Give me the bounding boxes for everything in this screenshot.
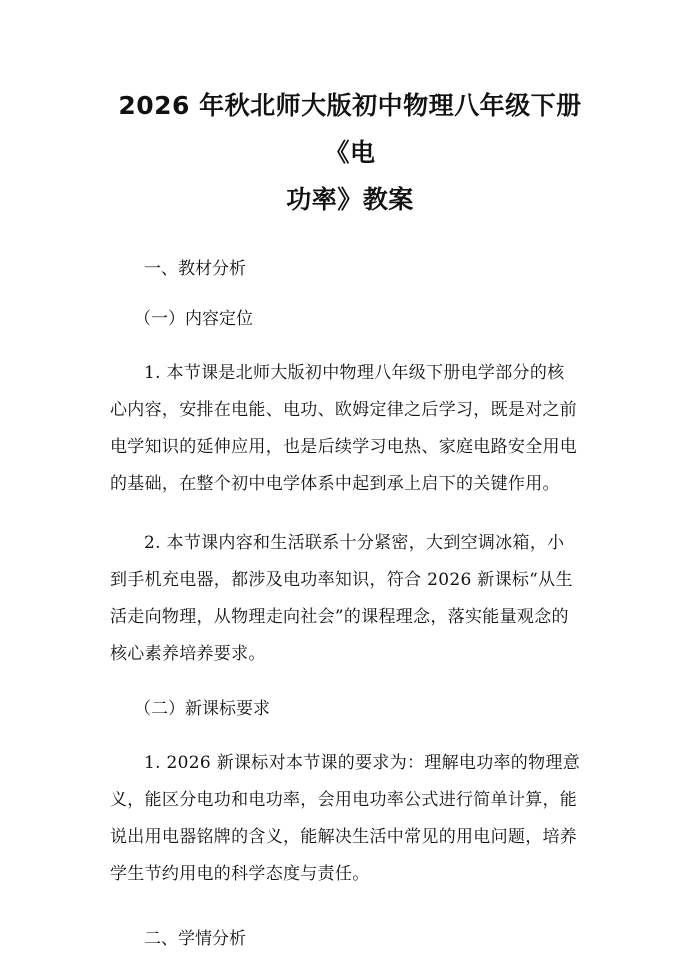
text-line: 1. 2026 新课标对本节课的要求为：理解电功率的物理意 [144, 753, 580, 773]
paragraph-content-positioning-2 [110, 525, 590, 673]
subsection-heading-curriculum-requirements: （二）新课标要求 [134, 699, 270, 719]
text-line: 义，能区分电功和电功率，会用电功率公式进行简单计算，能 [110, 790, 578, 810]
text-line: 1. 本节课是北师大版初中物理八年级下册电学部分的核 [144, 363, 565, 383]
paragraph-curriculum-requirements-1 [110, 745, 590, 893]
section-heading-student-analysis: 二、学情分析 [144, 929, 246, 949]
text-line: 2. 本节课内容和生活联系十分紧密，大到空调冰箱，小 [144, 533, 565, 553]
text-line: 心内容，安排在电能、电功、欧姆定律之后学习，既是对之前 [110, 400, 578, 420]
text-line: 学生节约用电的科学态度与责任。 [110, 864, 370, 884]
document-title [110, 0, 590, 223]
subsection-heading-content-positioning: （一）内容定位 [134, 309, 253, 329]
title-line-1: 2026 年秋北师大版初中物理八年级下册《电 [118, 91, 582, 167]
section-heading-textbook-analysis: 一、教材分析 [144, 259, 246, 279]
paragraph-content-positioning-1 [110, 355, 590, 503]
title-line-2: 功率》教案 [286, 185, 414, 214]
text-line: 核心素养培养要求。 [110, 644, 266, 664]
text-line: 电学知识的延伸应用，也是后续学习电热、家庭电路安全用电 [110, 437, 578, 457]
text-line: 到手机充电器，都涉及电功率知识，符合 2026 新课标“从生 [110, 570, 573, 590]
text-line: 活走向物理，从物理走向社会”的课程理念，落实能量观念的 [110, 607, 569, 627]
text-line: 说出用电器铭牌的含义，能解决生活中常见的用电问题，培养 [110, 827, 578, 847]
text-line: 的基础，在整个初中电学体系中起到承上启下的关键作用。 [110, 474, 560, 494]
